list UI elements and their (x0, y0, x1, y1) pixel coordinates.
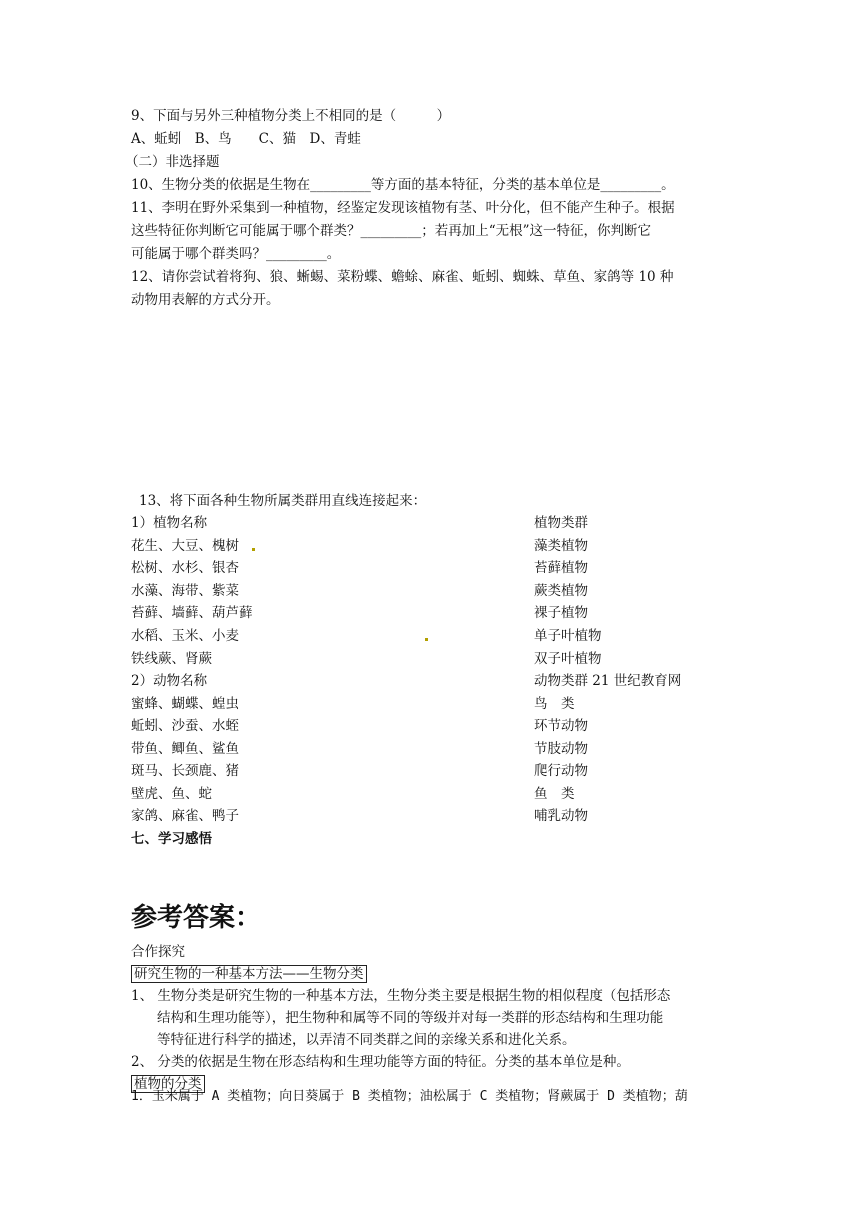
question-10: 10、生物分类的依据是生物在_________等方面的基本特征，分类的基本单位是_________。 (131, 177, 675, 193)
answers-heading: 参考答案： (131, 903, 262, 933)
question-9-options: A、蚯蚓 B、鸟 C、猫 D、青蛙 (131, 131, 361, 147)
answer-3: 1．玉米属于 A 类植物；向日葵属于 B 类植物；油松属于 C 类植物；肾蕨属于 D 类植物；葫 (131, 1089, 688, 1104)
match-animal-right-2: 环节动物 (534, 718, 588, 734)
match-animal-left-1: 蜜蜂、蝴蝶、蝗虫 (131, 696, 239, 712)
match-plant-left-4: 苔藓、墙藓、葫芦藓 (131, 605, 253, 621)
question-13: 13、将下面各种生物所属类群用直线连接起来： (139, 493, 427, 509)
question-12-line-2: 动物用表解的方式分开。 (131, 292, 280, 308)
answer-2: 2、 分类的依据是生物在形态结构和生理功能等方面的特征。分类的基本单位是种。 (131, 1054, 630, 1070)
question-12-line-1: 12、请你尝试着将狗、狼、蜥蜴、菜粉蝶、蟾蜍、麻雀、蚯蚓、蜘蛛、草鱼、家鸽等 10 种 (131, 269, 674, 285)
answers-box-title-2: 植物的分类 (131, 1075, 205, 1093)
match-animal-left-4: 斑马、长颈鹿、猪 (131, 763, 239, 779)
match-animal-right-6: 哺乳动物 (534, 808, 588, 824)
match-animal-right-4: 爬行动物 (534, 763, 588, 779)
match-animal-right-5: 鱼 类 (534, 786, 575, 802)
match-plant-right-6: 双子叶植物 (534, 651, 602, 667)
match-plant-left-2: 松树、水杉、银杏 (131, 560, 239, 576)
speck-mark (425, 638, 428, 641)
answers-subheading: 合作探究 (131, 944, 185, 960)
answer-1-line-2: 结构和生理功能等），把生物种和属等不同的等级并对每一类群的形态结构和生理功能 (157, 1010, 664, 1026)
match-animal-left-0: 2）动物名称 (131, 673, 208, 689)
speck-mark (252, 548, 255, 551)
match-animal-left-3: 带鱼、鲫鱼、鲨鱼 (131, 741, 239, 757)
section-non-choice: （二）非选择题 (125, 154, 220, 170)
answer-1-line-1: 1、 生物分类是研究生物的一种基本方法，生物分类主要是根据生物的相似程度（包括形态 (131, 988, 671, 1004)
question-11-line-3: 可能属于哪个群类吗？_________。 (131, 246, 341, 262)
match-plant-left-1: 花生、大豆、槐树 (131, 538, 239, 554)
match-animal-left-5: 壁虎、鱼、蛇 (131, 786, 212, 802)
match-animal-right-0: 动物类群 21 世纪教育网 (534, 673, 682, 689)
match-plant-right-5: 单子叶植物 (534, 628, 602, 644)
match-plant-right-3: 蕨类植物 (534, 583, 588, 599)
answer-1-line-3: 等特征进行科学的描述，以弄清不同类群之间的亲缘关系和进化关系。 (157, 1032, 576, 1048)
match-animal-left-2: 蚯蚓、沙蚕、水蛭 (131, 718, 239, 734)
section-reflection: 七、学习感悟 (131, 831, 212, 847)
question-9: 9、下面与另外三种植物分类上不相同的是（ ） (131, 108, 451, 124)
answers-box-title-1: 研究生物的一种基本方法——生物分类 (131, 965, 367, 983)
question-11-line-1: 11、李明在野外采集到一种植物，经鉴定发现该植物有茎、叶分化，但不能产生种子。根据 (131, 200, 675, 216)
match-plant-right-4: 裸子植物 (534, 605, 588, 621)
match-animal-right-1: 鸟 类 (534, 696, 575, 712)
match-plant-right-0: 植物类群 (534, 515, 588, 531)
match-plant-left-0: 1）植物名称 (131, 515, 208, 531)
match-plant-left-3: 水藻、海带、紫菜 (131, 583, 239, 599)
match-animal-right-3: 节肢动物 (534, 741, 588, 757)
match-plant-left-5: 水稻、玉米、小麦 (131, 628, 239, 644)
match-animal-left-6: 家鸽、麻雀、鸭子 (131, 808, 239, 824)
match-plant-left-6: 铁线蕨、肾蕨 (131, 651, 212, 667)
match-plant-right-2: 苔藓植物 (534, 560, 588, 576)
match-plant-right-1: 藻类植物 (534, 538, 588, 554)
question-11-line-2: 这些特征你判断它可能属于哪个群类？_________；若再加上“无根”这一特征，你判断它 (131, 223, 652, 239)
